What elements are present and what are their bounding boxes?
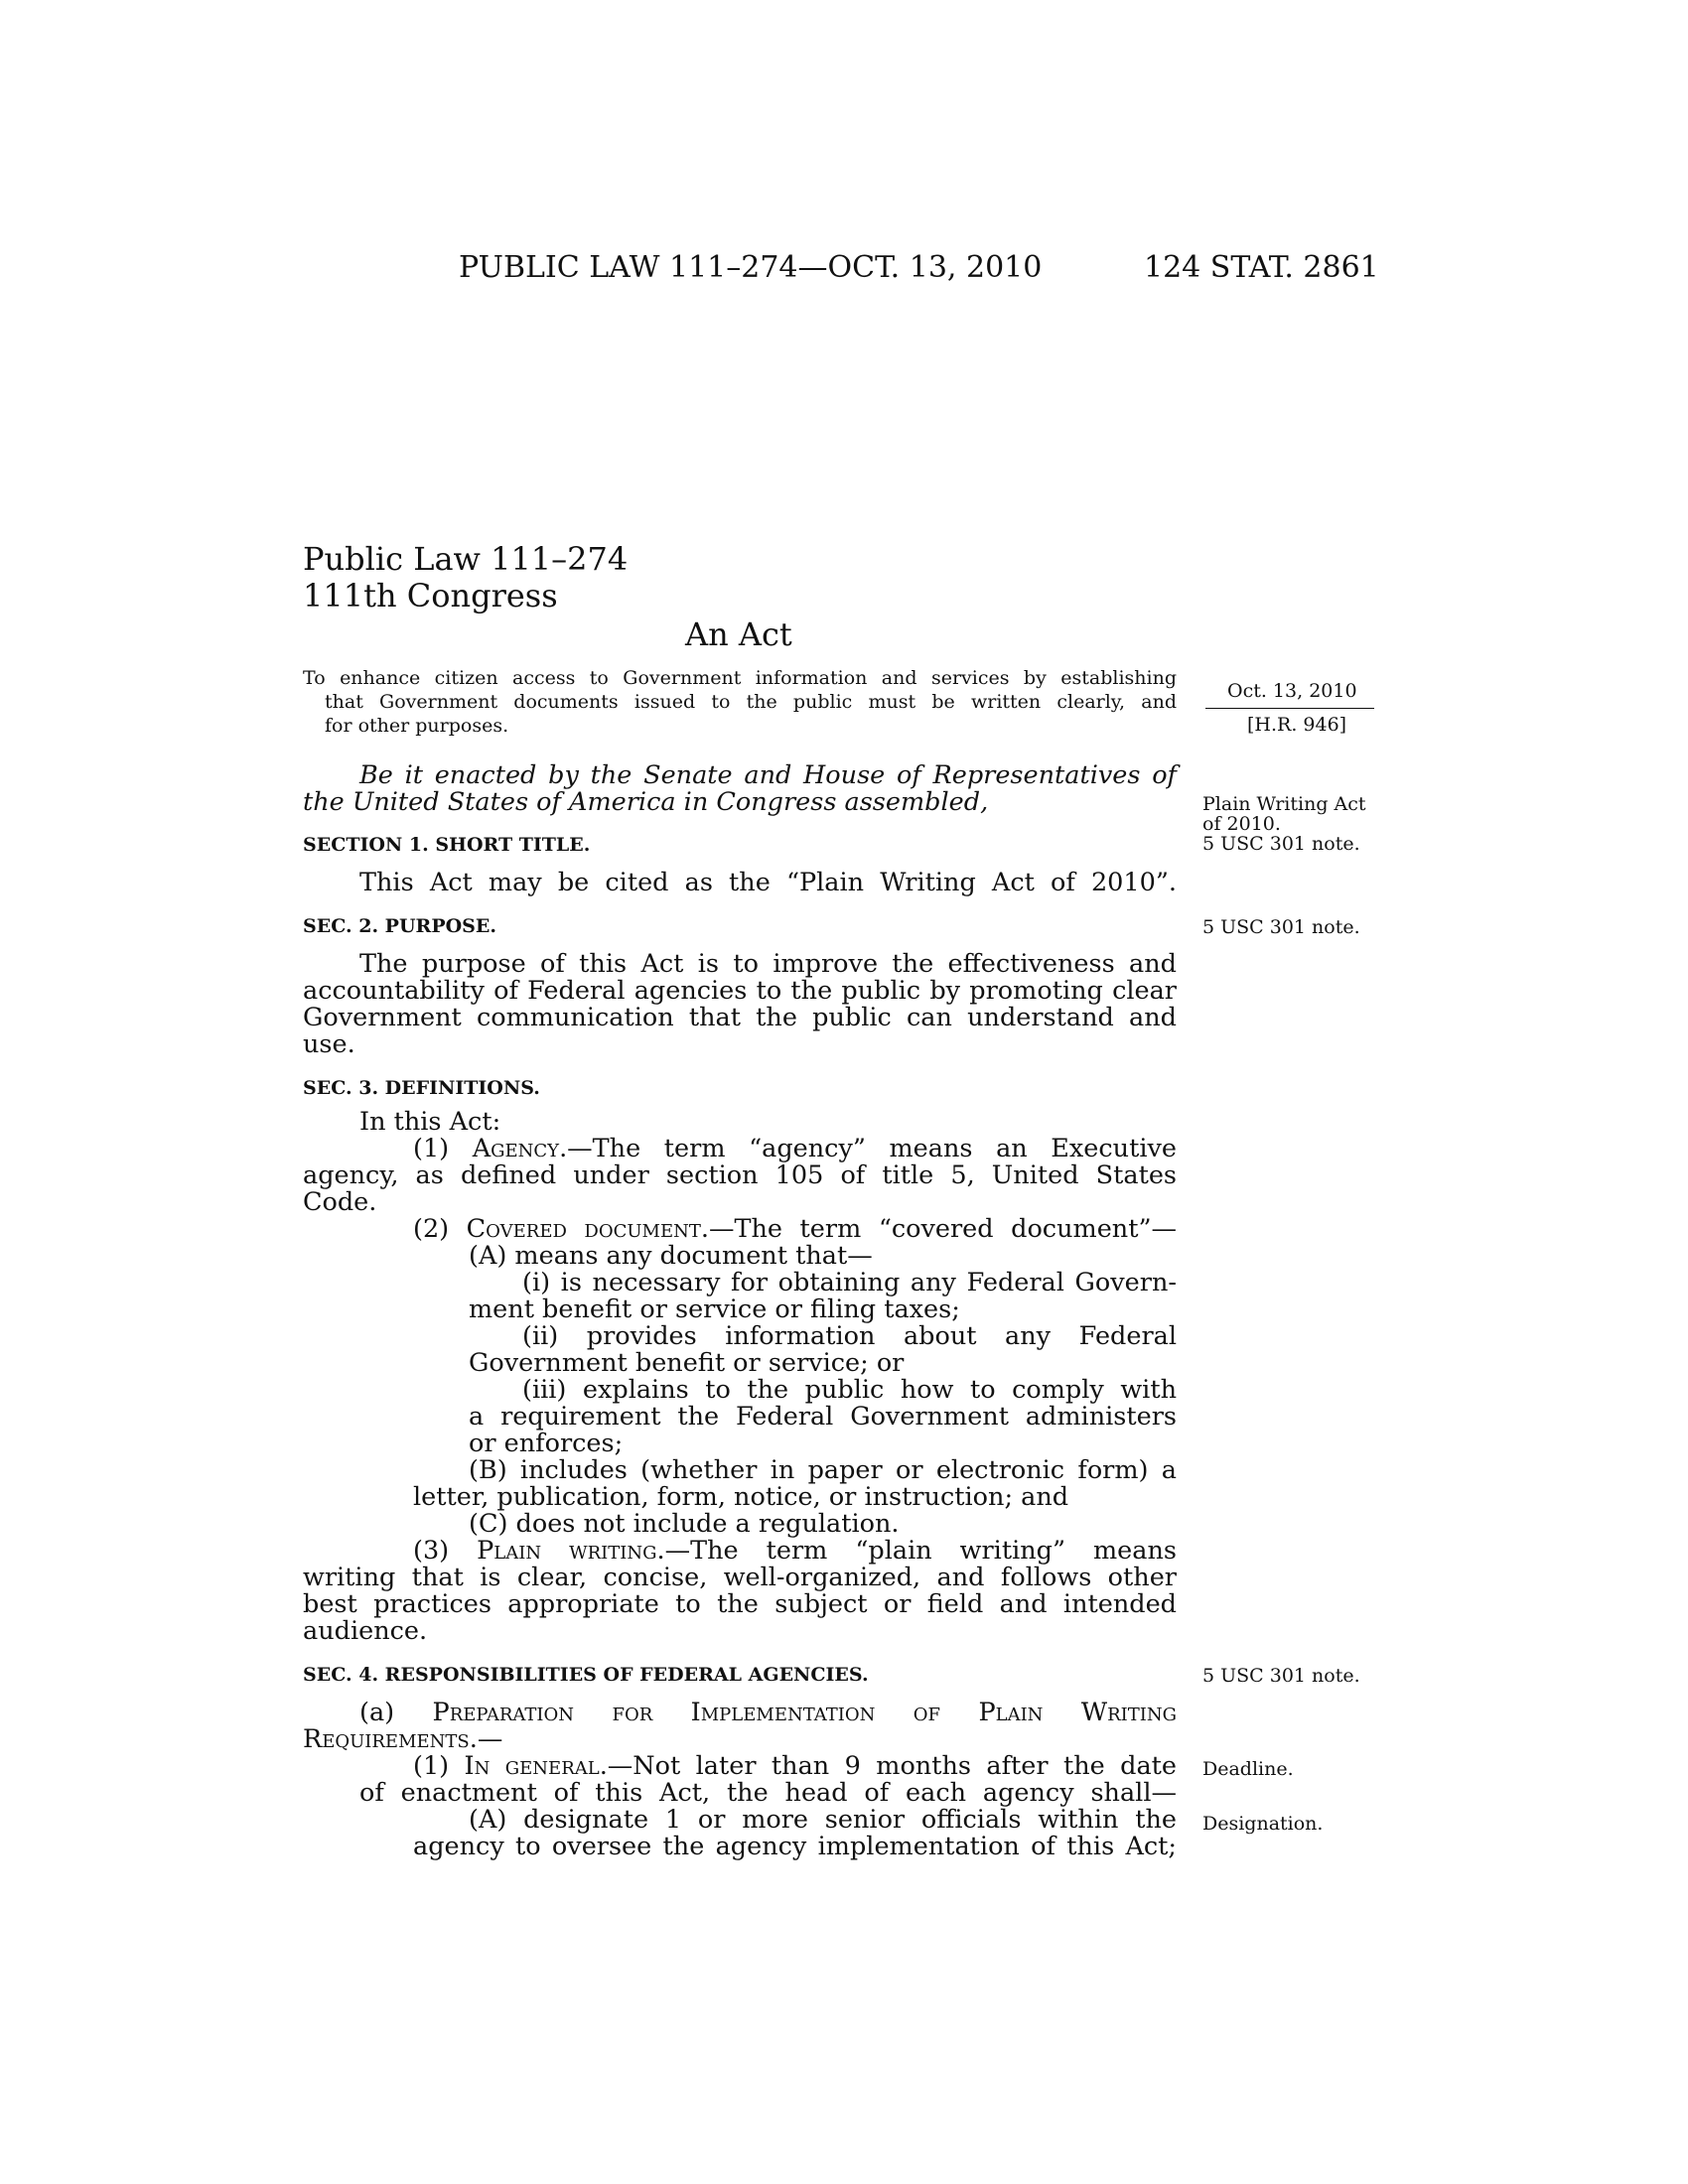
running-header-right: 124 STAT. 2861 — [1144, 250, 1379, 285]
sec3-p2-iii-line-1: (iii) explains to the public how to comply with — [522, 1375, 1177, 1405]
sec3-p2-line-1: (2) Covered document.—The term “covered document”— — [413, 1214, 1177, 1244]
sec3-p3-line-2: writing that is clear, concise, well-organized, and follows other — [303, 1563, 1177, 1592]
margin-usc-3: 5 USC 301 note. — [1202, 1665, 1360, 1687]
sec3-p2-b-line-2: letter, publication, form, notice, or instruction; and — [413, 1482, 1069, 1512]
margin-short-title-1: Plain Writing Act — [1202, 793, 1366, 815]
margin-short-title-2: of 2010. — [1202, 813, 1281, 835]
sec4-a-line-1: (a) Preparation for Implementation of Plain Writing — [359, 1698, 1177, 1727]
sec3-p2-ii-line-1: (ii) provides information about any Federal — [522, 1321, 1177, 1351]
margin-deadline: Deadline. — [1202, 1758, 1294, 1780]
sec4-a1-line-2: of enactment of this Act, the head of each agency shall— — [359, 1778, 1177, 1808]
running-header-left: PUBLIC LAW 111–274—OCT. 13, 2010 — [459, 250, 1043, 285]
sec1-text: This Act may be cited as the “Plain Writing Act of 2010”. — [359, 868, 1177, 897]
margin-rule — [1205, 708, 1374, 709]
sec3-p2-i-line-2: ment benefit or service or filing taxes; — [469, 1295, 960, 1324]
sec1-heading: SECTION 1. SHORT TITLE. — [303, 834, 591, 856]
purpose-line-2: that Government documents issued to the public must be written clearly, and — [325, 691, 1177, 713]
sec3-intro: In this Act: — [359, 1107, 501, 1137]
sec2-heading: SEC. 2. PURPOSE. — [303, 915, 496, 937]
sec3-p1-line-3: Code. — [303, 1187, 377, 1217]
sec3-p2-b-line-1: (B) includes (whether in paper or electronic form) a — [469, 1455, 1177, 1485]
sec3-p2-ii-line-2: Government benefit or service; or — [469, 1348, 905, 1378]
sec4-a-line-2: Requirements.— — [303, 1724, 503, 1754]
sec4-a1-line-1: (1) In general.—Not later than 9 months after the date — [413, 1751, 1178, 1781]
margin-designation: Designation. — [1202, 1813, 1324, 1835]
sec3-p3-line-4: audience. — [303, 1616, 428, 1646]
sec3-p2-iii-line-2: a requirement the Federal Government administers — [469, 1402, 1177, 1432]
sec3-p2-iii-line-3: or enforces; — [469, 1429, 624, 1458]
margin-date: Oct. 13, 2010 — [1227, 680, 1357, 702]
sec4-a1-A-line-1: (A) designate 1 or more senior officials within the — [469, 1805, 1177, 1835]
purpose-line-1: To enhance citizen access to Government information and services by establishing — [303, 667, 1177, 689]
sec3-p3-line-3: best practices appropriate to the subject or field and intended — [303, 1589, 1177, 1619]
sec4-a1-A-line-2: agency to oversee the agency implementation of this Act; — [413, 1832, 1177, 1861]
sec3-p2-c: (C) does not include a regulation. — [469, 1509, 900, 1539]
sec2-line-3: Government communication that the public can understand and — [303, 1003, 1177, 1032]
sec4-heading: SEC. 4. RESPONSIBILITIES OF FEDERAL AGENCIES. — [303, 1664, 869, 1686]
sec2-line-2: accountability of Federal agencies to the public by promoting clear — [303, 976, 1177, 1006]
margin-bill-number: [H.R. 946] — [1247, 714, 1347, 736]
sec3-p1-line-1: (1) Agency.—The term “agency” means an Executive — [413, 1134, 1177, 1163]
margin-usc-1: 5 USC 301 note. — [1202, 833, 1360, 855]
sec3-p2-a: (A) means any document that— — [469, 1241, 873, 1271]
sec2-line-4: use. — [303, 1029, 355, 1059]
enacting-clause-line-1: Be it enacted by the Senate and House of Representatives of — [359, 760, 1177, 790]
sec3-p1-line-2: agency, as defined under section 105 of title 5, United States — [303, 1160, 1177, 1190]
purpose-line-3: for other purposes. — [325, 715, 509, 737]
margin-usc-2: 5 USC 301 note. — [1202, 916, 1360, 938]
act-heading: An Act — [685, 615, 792, 653]
sec3-p3-line-1: (3) Plain writing.—The term “plain writing” means — [413, 1536, 1177, 1566]
sec3-heading: SEC. 3. DEFINITIONS. — [303, 1077, 540, 1099]
enacting-clause-line-2: the United States of America in Congress assembled, — [303, 787, 989, 817]
sec3-p2-i-line-1: (i) is necessary for obtaining any Federal Govern- — [522, 1268, 1177, 1297]
sec2-line-1: The purpose of this Act is to improve the effectiveness and — [359, 949, 1177, 979]
public-law-number: Public Law 111–274 — [303, 540, 629, 578]
congress-label: 111th Congress — [303, 577, 558, 614]
